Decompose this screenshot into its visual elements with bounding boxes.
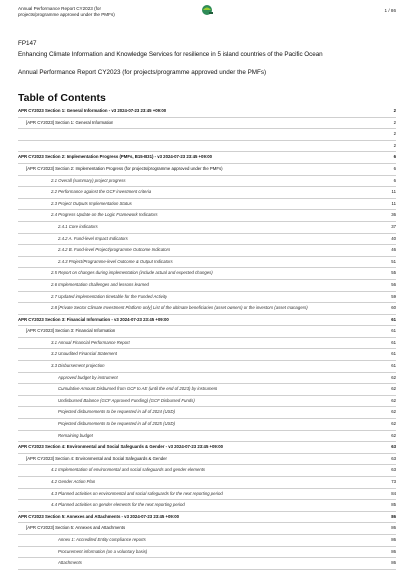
toc-entry-title: 2.4.1 Core indicators xyxy=(58,223,98,229)
toc-entry[interactable] xyxy=(18,361,396,373)
toc-entry-title: 4.3 Planned activities on environmental and social safeguards for the next reporting period xyxy=(51,490,223,496)
toc-entry[interactable] xyxy=(18,303,396,315)
toc-entry-page: 51 xyxy=(391,258,396,264)
toc-entry-page: 62 xyxy=(391,421,396,427)
toc-entry-title: APR CY2023 Section 2: Implementation Progress (PMFs, B15-B31) - v3 2024-07-23 23:45 +09:00 xyxy=(18,154,213,160)
toc-entry-title: 4.2 Gender Action Plan xyxy=(51,479,96,484)
toc-entry[interactable] xyxy=(18,558,396,570)
toc-entry-title: Projected disbursements to be requested in all of 2025 (USD) xyxy=(58,421,176,427)
toc-entry-page: 86 xyxy=(391,525,396,531)
toc-entry[interactable] xyxy=(18,396,396,408)
toc-entry[interactable] xyxy=(18,164,396,176)
toc-entry-page: 62 xyxy=(391,409,396,415)
toc-entry-page: 36 xyxy=(391,212,396,218)
toc-entry-page: 2 xyxy=(393,119,396,125)
toc-entry-page: 61 xyxy=(391,363,396,369)
toc-entry[interactable] xyxy=(18,280,396,292)
toc-entry-title: 2.6 Implementation challenges and lessons learned xyxy=(51,281,149,287)
toc-entry-page: 11 xyxy=(391,189,396,195)
toc-entry[interactable] xyxy=(18,454,396,466)
toc-entry[interactable] xyxy=(18,106,396,118)
document-title-block xyxy=(18,40,398,76)
toc-entry-page: 2 xyxy=(393,108,396,113)
toc-entry[interactable] xyxy=(18,222,396,234)
toc-entry-page: 61 xyxy=(391,351,396,357)
toc-entry[interactable] xyxy=(18,292,396,304)
toc-entry-title: 2.7 Updated implementation timetable for the Funded Activity xyxy=(51,293,168,299)
toc-entry-title: 3.1 Annual Financial Performance Report xyxy=(51,339,130,345)
toc-entry-title: [APR CY2023] Section 2: Implementation Progress (for projects/programme approved under the PMFs) xyxy=(26,165,223,171)
toc-entry[interactable] xyxy=(18,268,396,280)
toc-entry[interactable] xyxy=(18,477,396,489)
page-number: 1 / 86 xyxy=(384,8,396,13)
toc-entry-page: 63 xyxy=(391,455,396,461)
toc-entry-page: 63 xyxy=(391,444,396,450)
toc-entry-title: Projected disbursements to be requested in all of 2024 (USD) xyxy=(58,409,176,415)
report-title: Annual Performance Report CY2023 (for projects/programme approved under the PMFs) xyxy=(18,69,267,76)
gcf-logo-icon xyxy=(200,4,214,16)
table-of-contents xyxy=(18,106,396,570)
toc-entry[interactable] xyxy=(18,349,396,361)
toc-entry-title: 2.5 Report on changes during implementation (include actual and expected changes) xyxy=(51,270,213,276)
toc-entry-page: 61 xyxy=(391,328,396,334)
toc-entry-title: 2.4.2 B. Fund-level Project/programme Outcome Indicators xyxy=(58,247,171,253)
toc-entry[interactable] xyxy=(18,512,396,524)
toc-entry-title: 2.8 [Private Sector Climate Investment Platform only] List of the ultimate beneficiaries (asset owners) or the investors (asset managers) xyxy=(51,305,308,311)
toc-entry-title: Annex 1: Accredited Entity compliance reports xyxy=(58,536,146,542)
toc-entry[interactable] xyxy=(18,210,396,222)
project-title: Enhancing Climate Information and Knowledge Services for resilience in 5 island countries of the Pacific Ocean xyxy=(18,51,323,58)
toc-entry-page: 61 xyxy=(391,316,396,322)
toc-entry-page: 62 xyxy=(391,374,396,380)
toc-entry-page: 86 xyxy=(391,513,396,519)
toc-entry-title: APR CY2023 Section 4: Environmental and Social Safeguards & Gender - v3 2024-07-23 23:45 +09:00 xyxy=(18,444,224,450)
toc-entry-page: 11 xyxy=(391,200,396,206)
toc-entry-page: 59 xyxy=(391,293,396,299)
toc-entry[interactable] xyxy=(18,407,396,419)
toc-entry[interactable] xyxy=(18,523,396,535)
toc-entry-page: 2 xyxy=(393,131,396,137)
toc-entry-title: 2.4.3 Project/Programme-level Outcome & Output Indicators xyxy=(58,258,173,264)
toc-entry[interactable] xyxy=(18,431,396,443)
toc-entry-title: 2.3 Project Outputs Implementation Status xyxy=(51,200,132,206)
toc-entry[interactable] xyxy=(18,141,396,153)
toc-entry[interactable] xyxy=(18,338,396,350)
toc-entry-page: 62 xyxy=(391,432,396,438)
toc-entry-title: 3.2 Unaudited Financial Statement xyxy=(51,351,117,357)
toc-entry-page: 62 xyxy=(391,386,396,392)
toc-entry-page: 6 xyxy=(393,177,396,183)
toc-entry-page: 73 xyxy=(391,479,396,484)
toc-entry-title: APR CY2023 Section 5: Annexes and Attachments - v3 2024-07-23 23:45 +09:00 xyxy=(18,513,180,519)
toc-entry-title: 2.2 Performance against the GCF investment criteria xyxy=(51,189,152,195)
toc-entry-title: 2.4.2 A. Fund-level Impact Indicators xyxy=(58,235,128,241)
toc-entry-page: 46 xyxy=(391,247,396,253)
toc-entry[interactable] xyxy=(18,176,396,188)
running-header-title: Annual Performance Report CY2023 (for projects/programme approved under the PMFs) xyxy=(18,6,115,17)
toc-entry-page: 55 xyxy=(391,270,396,276)
toc-entry-page: 60 xyxy=(391,305,396,311)
toc-entry-page: 86 xyxy=(391,536,396,542)
toc-entry-page: 56 xyxy=(391,281,396,287)
toc-entry[interactable] xyxy=(18,535,396,547)
toc-heading: Table of Contents xyxy=(18,92,106,104)
toc-entry-title: Attachments xyxy=(58,560,82,566)
toc-entry-page: 6 xyxy=(393,154,396,160)
toc-entry[interactable] xyxy=(18,373,396,385)
toc-entry-title: Procurement information (on a voluntary basis) xyxy=(58,548,148,554)
toc-entry-page: 86 xyxy=(391,548,396,554)
toc-entry-title: [APR CY2023] Section 3: Financial Information xyxy=(26,328,116,334)
toc-entry[interactable] xyxy=(18,129,396,141)
toc-entry[interactable] xyxy=(18,419,396,431)
toc-entry-title: Cumulative Amount Disbursed from GCF to AE (until the end of 2023) by instrument xyxy=(58,386,218,392)
toc-entry-page: 85 xyxy=(391,502,396,508)
toc-entry-title: 4.1 Implementation of environmental and social safeguards and gender elements xyxy=(51,467,206,473)
toc-entry-title: Remaining budget xyxy=(58,432,93,438)
toc-entry[interactable] xyxy=(18,118,396,130)
toc-entry-title: Approved budget by instrument xyxy=(58,374,118,380)
toc-entry-title: Undisbursed Balance (GCF Approved Funding) (GCF Disbursed Funds) xyxy=(58,397,195,403)
fp-code: FP147 xyxy=(18,40,37,47)
toc-entry-title: 2.4 Progress Update on the Logic Framework Indicators xyxy=(51,212,158,218)
toc-entry-page: 37 xyxy=(391,223,396,229)
toc-entry-page: 63 xyxy=(391,467,396,473)
toc-entry-page: 2 xyxy=(393,142,396,148)
toc-entry[interactable] xyxy=(18,547,396,559)
toc-entry-title: 2.1 Overall (summary) project progress xyxy=(51,177,126,183)
toc-entry-title: [APR CY2023] Section 1: General Information xyxy=(26,119,114,125)
toc-entry[interactable] xyxy=(18,315,396,327)
toc-entry[interactable] xyxy=(18,152,396,164)
toc-entry-title: 3.3 Disbursement projection xyxy=(51,363,105,369)
toc-entry-page: 61 xyxy=(391,339,396,345)
toc-entry[interactable] xyxy=(18,500,396,512)
toc-entry-page: 84 xyxy=(391,490,396,496)
toc-entry-title: [APR CY2023] Section 5: Annexes and Attachments xyxy=(26,525,126,531)
toc-entry[interactable] xyxy=(18,187,396,199)
toc-entry[interactable] xyxy=(18,326,396,338)
toc-entry[interactable] xyxy=(18,199,396,211)
toc-entry-page: 86 xyxy=(391,560,396,566)
toc-entry[interactable] xyxy=(18,489,396,501)
toc-entry-page: 62 xyxy=(391,397,396,403)
toc-entry[interactable] xyxy=(18,245,396,257)
toc-entry[interactable] xyxy=(18,442,396,454)
toc-entry[interactable] xyxy=(18,234,396,246)
toc-entry-page: 6 xyxy=(393,165,396,171)
toc-entry-title: 4.4 Planned activities on gender elements for the next reporting period xyxy=(51,502,185,508)
toc-entry-title: APR CY2023 Section 3: Financial Information - v3 2024-07-23 23:45 +09:00 xyxy=(18,316,169,322)
toc-entry-title: APR CY2023 Section 1: General Information - v3 2024-07-23 23:45 +09:00 xyxy=(18,108,167,113)
toc-entry[interactable] xyxy=(18,465,396,477)
toc-entry[interactable] xyxy=(18,384,396,396)
toc-entry-title: [APR CY2023] Section 4: Environmental and Social Safeguards & Gender xyxy=(26,455,167,461)
toc-entry[interactable] xyxy=(18,257,396,269)
toc-entry-page: 40 xyxy=(391,235,396,241)
